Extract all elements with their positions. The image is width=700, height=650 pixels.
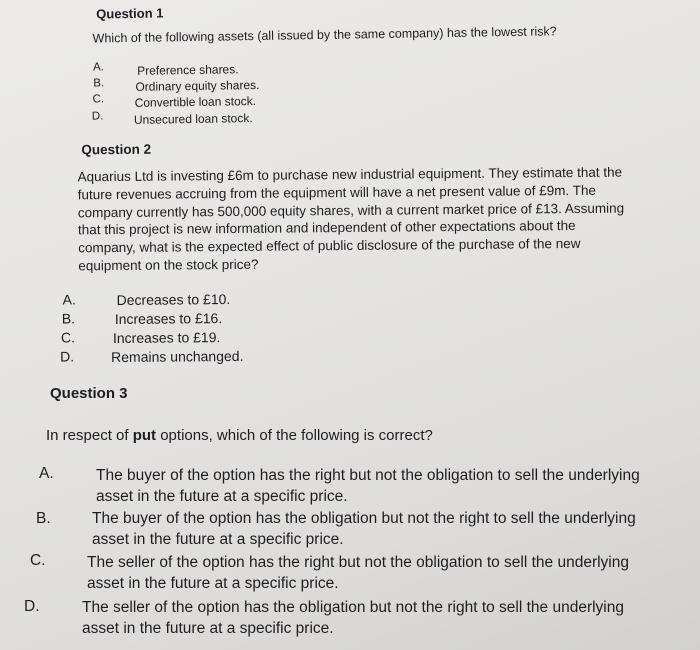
question-2-text-line: future revenues accruing from the equipment will have a net present value of £9m. The (77, 182, 597, 203)
question-1-option-b-letter: B. (93, 77, 105, 90)
question-3-option-d-text (82, 597, 624, 639)
question-3-heading: Question 3 (50, 385, 128, 402)
question-3-option-a-line: asset in the future at a specific price. (96, 488, 348, 505)
question-2-option-d-letter: D. (60, 348, 75, 365)
question-1-option-c-letter: C. (92, 93, 105, 106)
question-1-heading: Question 1 (96, 5, 164, 22)
question-3-option-b-line: The buyer of the option has the obligation but not the right to sell the underlying (92, 510, 636, 527)
question-1-option-d-text: Unsecured loan stock. (133, 111, 253, 127)
question-3-option-b-text (92, 508, 636, 550)
question-1-option-d-letter: D. (91, 110, 104, 123)
question-2-text-line: equipment on the stock price? (78, 256, 259, 274)
question-3-option-d-line: asset in the future at a specific price. (82, 620, 334, 637)
question-1-option-a-letter: A. (92, 61, 105, 74)
question-3-text (46, 427, 433, 444)
question-3-option-d-letter: D. (24, 598, 40, 615)
question-2-option-a-letter: A. (62, 291, 76, 308)
question-2-option-d-text: Remains unchanged. (111, 347, 244, 366)
question-3-option-b-letter: B. (36, 510, 51, 527)
question-2-text-line: company, what is the expected effect of public disclosure of the purchase of the new (78, 236, 581, 256)
question-3-option-a-text (96, 465, 640, 507)
question-2-text-line: company currently has 500,000 equity shares, with a current market price of £13. Assuming (77, 200, 625, 220)
question-2-heading: Question 2 (81, 141, 152, 158)
question-3-option-a-line: The buyer of the option has the right but not the obligation to sell the underlying (96, 467, 640, 484)
question-2-text-line: Aquarius Ltd is investing £6m to purchase new industrial equipment. They estimate that the (77, 164, 623, 185)
question-1-text: Which of the following assets (all issued by the same company) has the lowest risk? (92, 24, 557, 46)
question-2-option-b-text: Increases to £16. (114, 310, 223, 328)
question-2-option-c-text: Increases to £19. (112, 329, 221, 347)
question-3-text-after: options, which of the following is correct? (156, 427, 433, 444)
question-3-option-a-letter: A. (39, 465, 54, 482)
question-2-option-c-letter: C. (60, 329, 76, 346)
question-2-option-a-text: Decreases to £10. (116, 291, 231, 308)
question-3-option-b-line: asset in the future at a specific price. (92, 531, 344, 548)
question-3-option-d-line: The seller of the option has the obligation but not the right to sell the underlying (82, 599, 624, 616)
question-2-text-line: that this project is new information and independent of other expectations about the (77, 218, 576, 238)
question-3-text-before: In respect of (46, 427, 133, 444)
question-1-option-a-text: Preference shares. (137, 62, 239, 78)
question-3-text-bold-word: put (132, 427, 157, 444)
question-3-option-c-line: asset in the future at a specific price. (87, 575, 339, 592)
question-3-option-c-letter: C. (30, 552, 46, 569)
question-3-option-c-text (87, 552, 629, 594)
question-1-option-c-text: Convertible loan stock. (134, 93, 257, 110)
question-2-option-b-letter: B. (61, 310, 76, 327)
question-3-option-c-line: The seller of the option has the right but not the obligation to sell the underlying (87, 554, 629, 571)
question-1-option-b-text: Ordinary equity shares. (135, 77, 260, 94)
